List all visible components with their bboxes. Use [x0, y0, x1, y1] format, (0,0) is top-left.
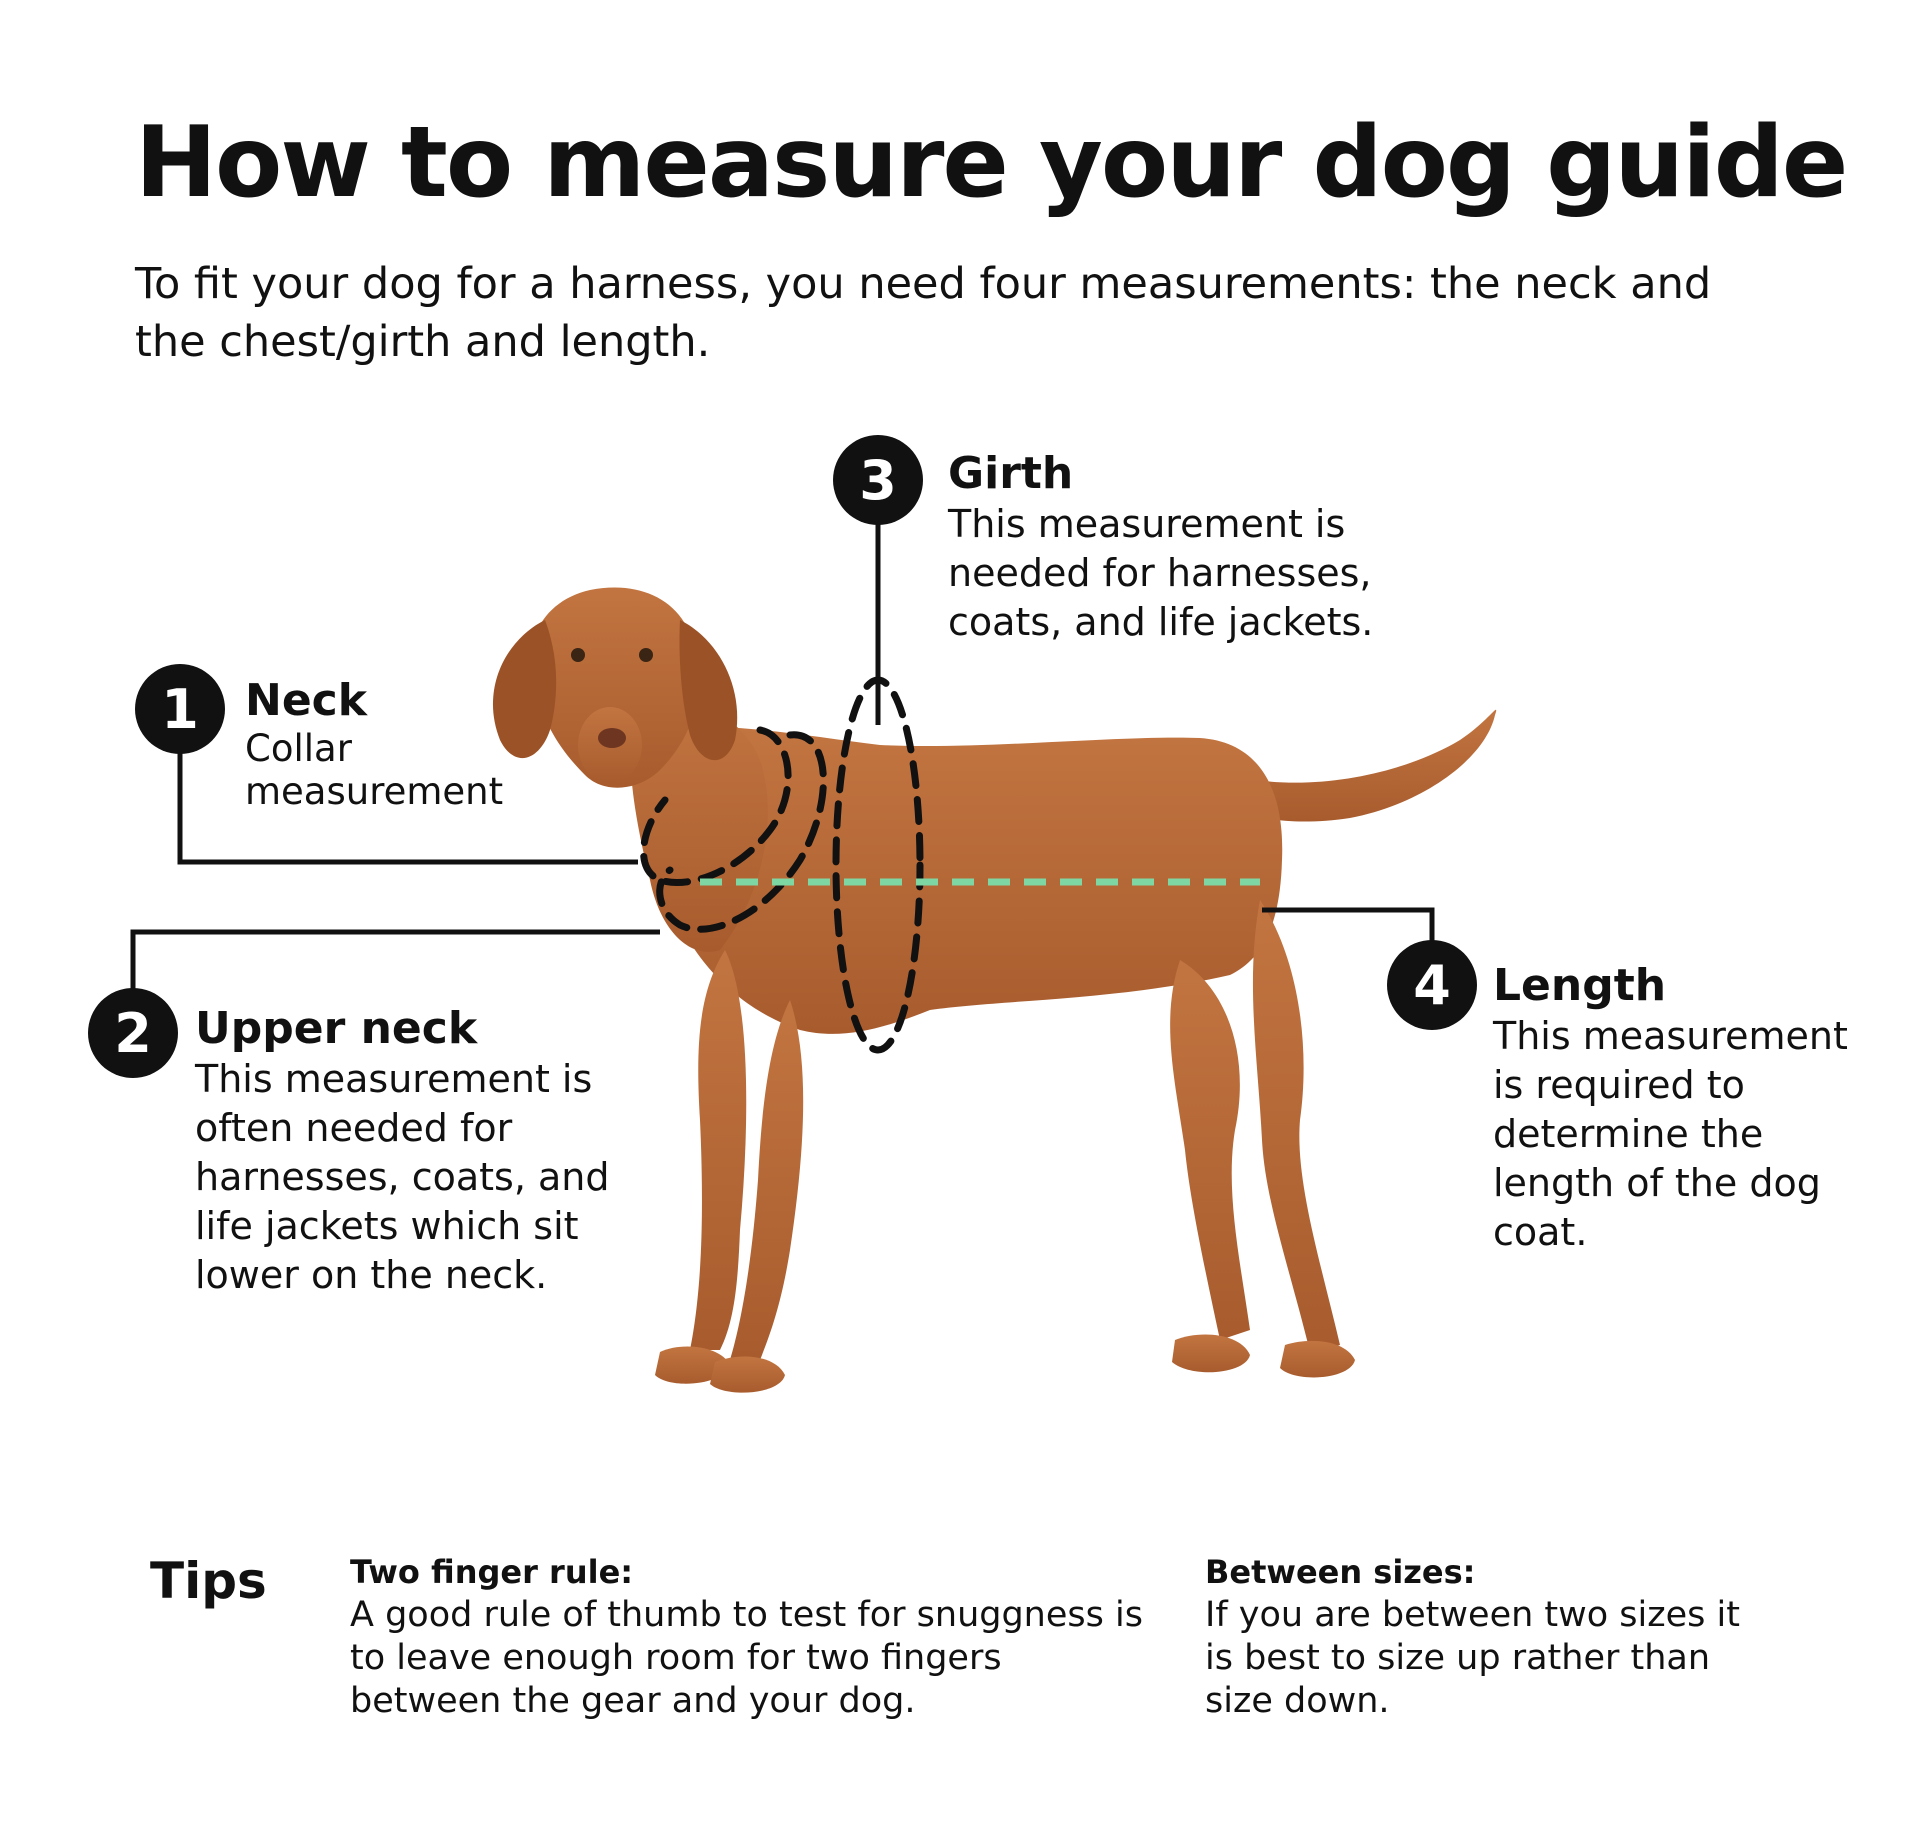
callout-upper-neck-title: Upper neck — [195, 1003, 478, 1054]
intro-text: To fit your dog for a harness, you need four measurements: the neck and the chest/girth and length. — [135, 259, 1712, 367]
tip-between-sizes-title: Between sizes: — [1205, 1553, 1476, 1591]
badge-3-number: 3 — [859, 449, 897, 512]
tip-two-finger-text: A good rule of thumb to test for snuggness is to leave enough room for two fingers between the gear and your dog. — [350, 1595, 1143, 1721]
badge-1 — [135, 664, 225, 754]
badge-2-number: 2 — [114, 1002, 152, 1065]
badge-2 — [88, 988, 178, 1078]
callout-girth-text: This measurement is needed for harnesses, coats, and life jackets. — [948, 502, 1374, 644]
badge-3 — [833, 435, 923, 525]
callout-neck-title: Neck — [245, 675, 368, 726]
callout-length-title: Length — [1493, 960, 1667, 1011]
tip-between-sizes-text: If you are between two sizes it is best to size up rather than size down. — [1205, 1595, 1740, 1721]
callout-girth-title: Girth — [948, 448, 1074, 499]
tip-two-finger-title: Two finger rule: — [350, 1553, 634, 1591]
callout-length-text: This measurement is required to determine the length of the dog coat. — [1493, 1014, 1848, 1254]
callout-neck-text: Collar measurement — [245, 727, 504, 813]
tip-between-sizes — [1205, 1550, 1765, 1723]
callout-length — [1493, 960, 1873, 1257]
callout-neck — [245, 675, 575, 813]
page-title: How to measure your dog guide — [135, 106, 1847, 220]
callout-upper-neck-text: This measurement is often needed for harnesses, coats, and life jackets which sit lower on the neck. — [195, 1057, 610, 1297]
badge-4 — [1387, 940, 1477, 1030]
tips-label: Tips — [150, 1552, 267, 1610]
dog-illustration — [493, 588, 1496, 1393]
callout-girth — [948, 448, 1378, 647]
badge-1-number: 1 — [161, 678, 199, 741]
tip-two-finger-rule — [350, 1550, 1150, 1723]
badge-4-number: 4 — [1413, 954, 1451, 1017]
callout-upper-neck — [195, 1003, 615, 1300]
